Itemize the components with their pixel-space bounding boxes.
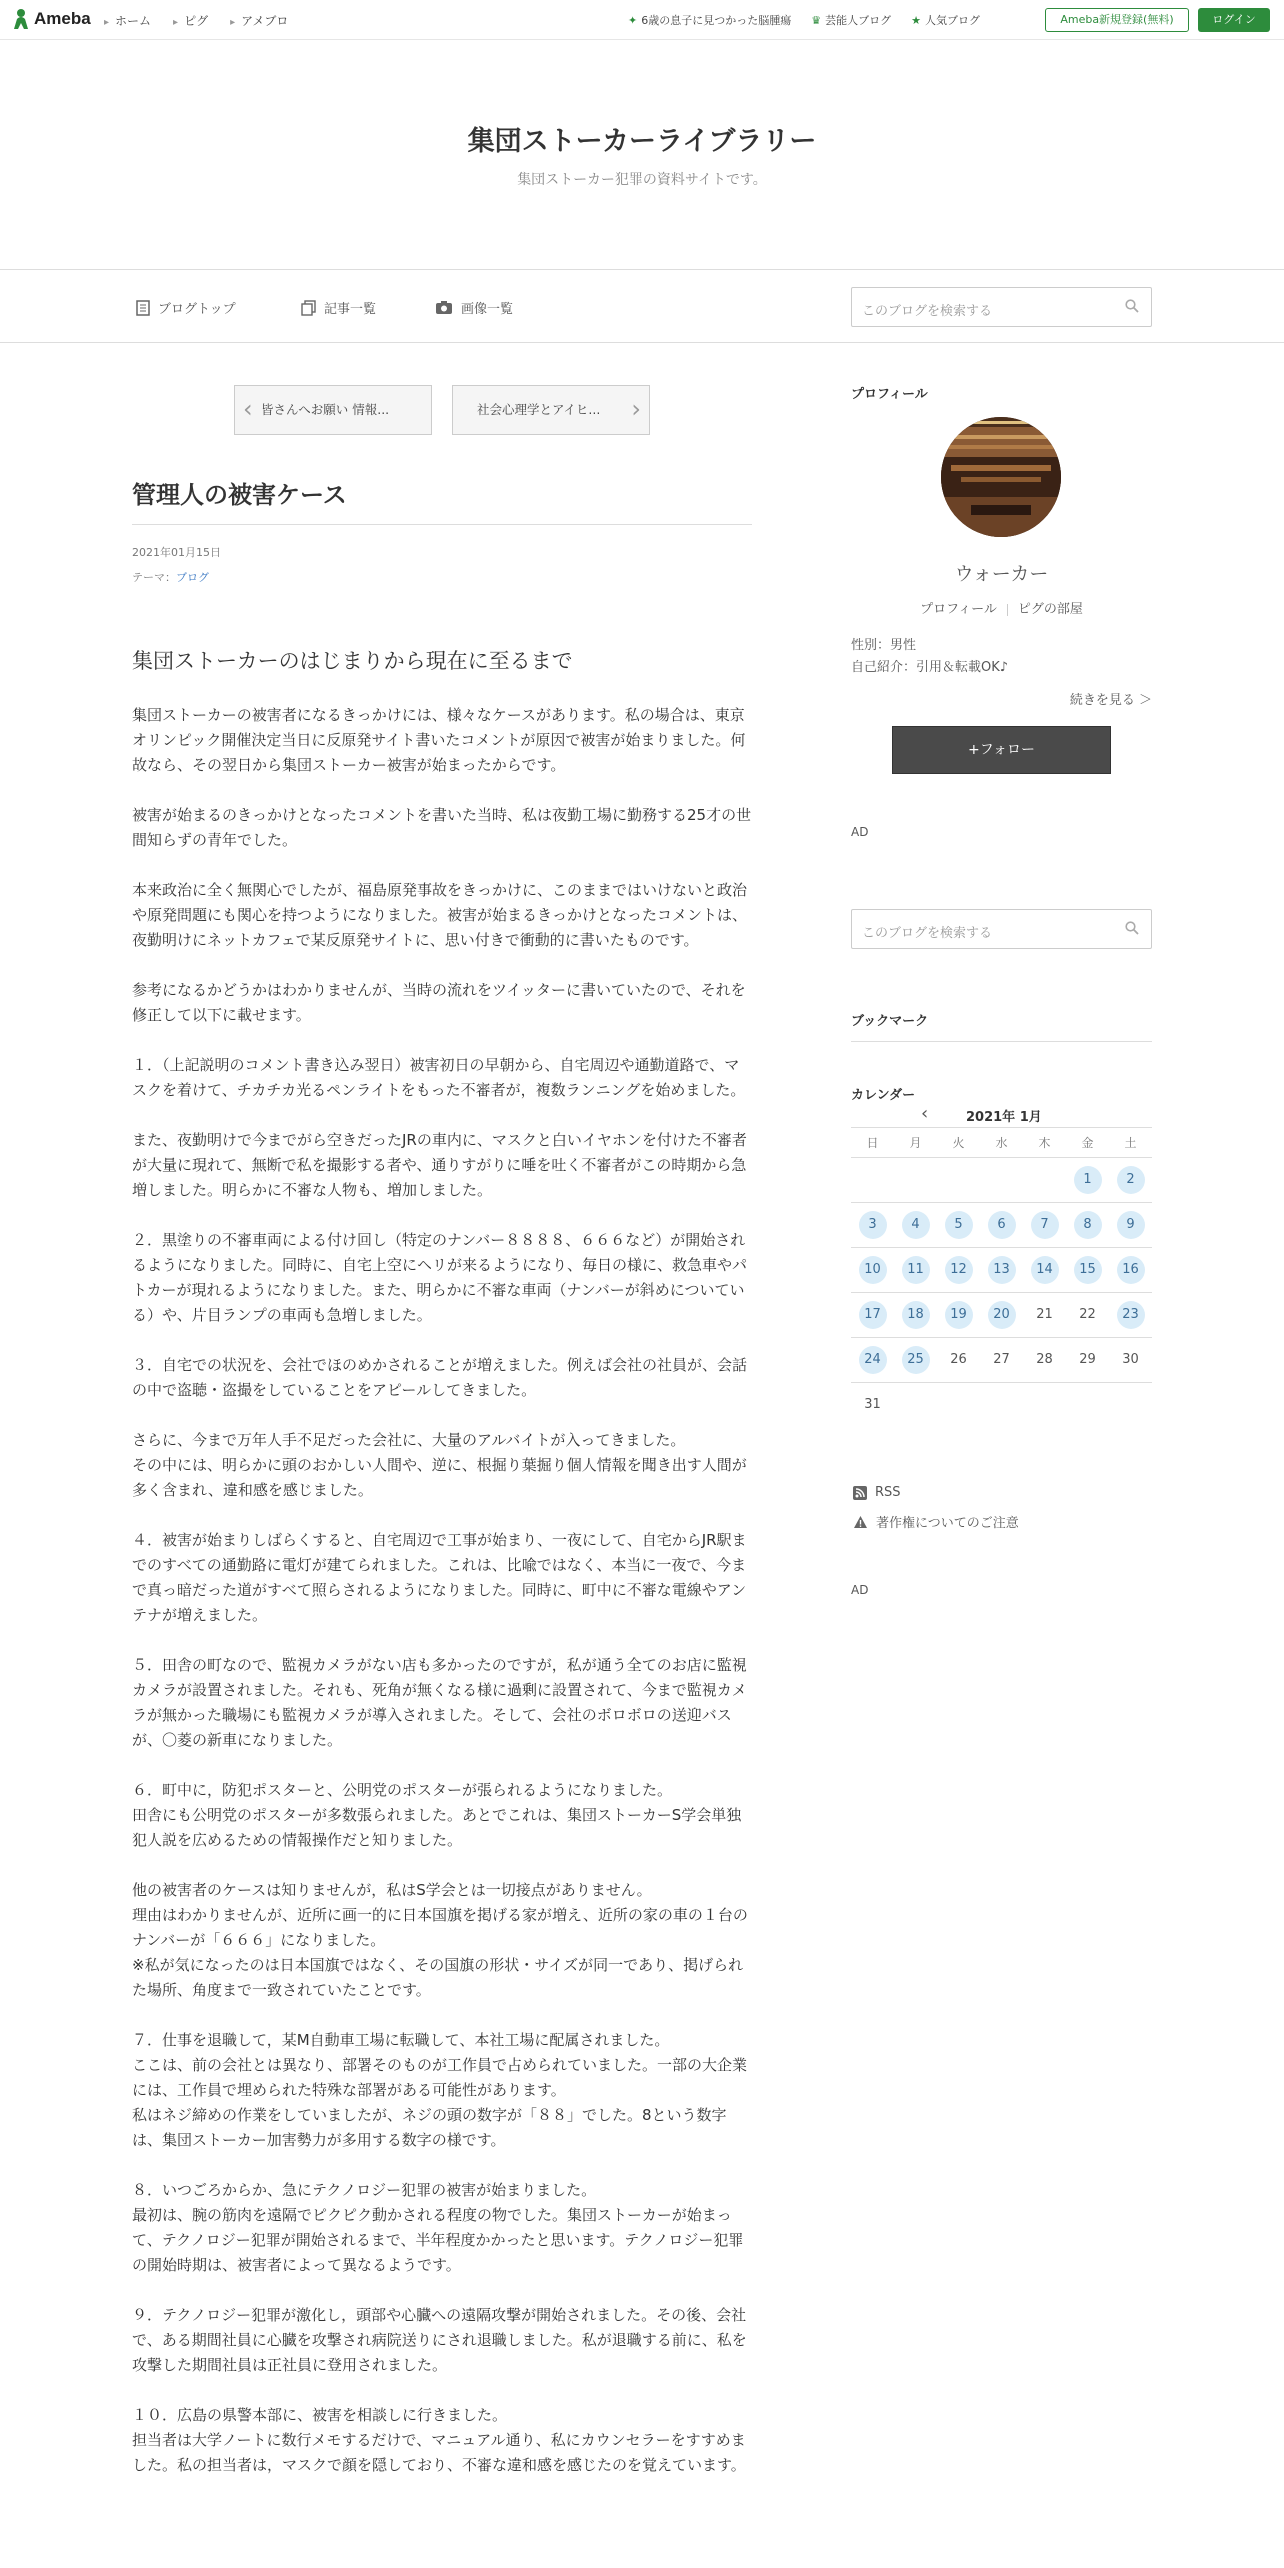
prev-article-button[interactable] — [234, 385, 432, 435]
see-more-link[interactable]: 続きを見る ＞ — [1069, 693, 1152, 708]
entry-paragraph: 被害が始まるのきっかけとなったコメントを書いた当時、私は夜勤工場に勤務する25才の世間知らずの青年でした。 — [132, 806, 752, 849]
calendar-day-empty — [1109, 1383, 1152, 1428]
calendar-day[interactable]: 8 — [1066, 1203, 1109, 1248]
entry-paragraph: ３．自宅での状況を、会社でほのめかされることが増えました。例えば会社の社員が、会話の中で盗聴・盗撮をしていることをアピールしてきました。 — [132, 1356, 748, 1399]
ad-label: AD — [851, 1583, 869, 1597]
entry-paragraph: ７．仕事を退職して，某M自動車工場に転職して、本社工場に配属されました。 ここは、前の会社とは異なり、部署そのものが工作員で占められていました。一部の大企業には、工作員で埋められた特殊な部署がある可能性があります。 私はネジ締めの作業をしていましたが、ネジの頭の数字が「８８」でした。8という数字は、集団ストーカー加害勢力が多用する数字の様です。 — [132, 2031, 748, 2149]
nav-blog-top-label: ブログトップ — [158, 302, 236, 317]
weekday: 日 — [851, 1128, 894, 1158]
calendar-day[interactable]: 19 — [937, 1293, 980, 1338]
register-button[interactable]: Ameba新規登録(無料) — [1045, 8, 1189, 32]
weekday: 金 — [1066, 1128, 1109, 1158]
calendar-day-empty — [980, 1158, 1023, 1203]
calendar-day[interactable]: 1 — [1066, 1158, 1109, 1203]
blog-title[interactable]: 集団ストーカーライブラリー — [467, 126, 817, 157]
calendar-day-empty — [937, 1158, 980, 1203]
entry-paragraph: ９．テクノロジー犯罪が激化し，頭部や心臓への遠隔攻撃が開始されました。その後、会社で、ある期間社員に心臓を攻撃され病院送りにされ退職しました。私が退職する前に、私を攻撃した期間社員は正社員に登用されました。 — [132, 2306, 747, 2374]
calendar-day-empty — [1066, 1383, 1109, 1428]
top-bar — [0, 0, 1284, 40]
weekday: 土 — [1109, 1128, 1152, 1158]
calendar-day-empty — [937, 1383, 980, 1428]
calendar-day[interactable]: 2 — [1109, 1158, 1152, 1203]
calendar-day[interactable]: 10 — [851, 1248, 894, 1293]
calendar-day[interactable]: 11 — [894, 1248, 937, 1293]
weekday: 火 — [937, 1128, 980, 1158]
calendar-day: 31 — [851, 1383, 894, 1428]
entry-body — [132, 703, 752, 2503]
calendar-day-empty — [980, 1383, 1023, 1428]
calendar-day[interactable]: 12 — [937, 1248, 980, 1293]
follow-button[interactable]: +フォロー — [892, 726, 1111, 774]
entry-paragraph: １．（上記説明のコメント書き込み翌日）被害初日の早朝から、自宅周辺や通勤道路で、マスクを着けて、チカチカ光るペンライトをもった不審者が，複数ランニングを始めました。 — [132, 1056, 746, 1099]
calendar-day-empty — [851, 1158, 894, 1203]
nav-image-list-label: 画像一覧 — [461, 302, 514, 317]
calendar-day: 29 — [1066, 1338, 1109, 1383]
calendar-day[interactable]: 18 — [894, 1293, 937, 1338]
sidebar-search-input[interactable] — [851, 909, 1152, 949]
calendar-month: 2021年 1月 — [966, 1110, 1042, 1125]
nav-blog-top[interactable] — [136, 298, 236, 317]
blog-header — [0, 41, 1284, 270]
blog-search-placeholder: このブログを検索する — [862, 304, 993, 319]
blog-search-input[interactable] — [851, 287, 1152, 327]
entry-paragraph: 他の被害者のケースは知りませんが，私はS学会とは一切接点がありません。 理由はわかりませんが、近所に画一的に日本国旗を掲げる家が増え、近所の家の車の１台のナンバーが「６６６」になりました。 ※私が気になったのは日本国旗ではなく、その国旗の形状・サイズが同一であり、掲げられた場所、角度まで一致されていたことです。 — [132, 1881, 748, 1999]
calendar-day[interactable]: 17 — [851, 1293, 894, 1338]
weekday: 水 — [980, 1128, 1023, 1158]
copyright-label: 著作権についてのご注意 — [876, 1516, 1019, 1531]
blog-description: 集団ストーカー犯罪の資料サイトです。 — [517, 172, 767, 188]
calendar-day[interactable]: 13 — [980, 1248, 1023, 1293]
entry-theme — [132, 569, 209, 585]
next-article-button[interactable] — [452, 385, 650, 435]
calendar — [851, 1127, 1152, 1428]
entry-paragraph: 本来政治に全く無関心でしたが、福島原発事故をきっかけに、このままではいけないと政治や原発問題にも関心を持つようになりました。被害が始まるきっかけとなったコメントは、夜勤明けにネットカフェで某反原発サイトに、思い付きで衝動的に書いたものです。 — [132, 881, 748, 949]
weekday: 木 — [1023, 1128, 1066, 1158]
profile-link[interactable]: プロフィール — [920, 602, 997, 617]
calendar-day: 27 — [980, 1338, 1023, 1383]
copy-icon — [301, 300, 316, 316]
rss-link[interactable] — [853, 1485, 901, 1500]
top-link-celebrity[interactable] — [811, 12, 891, 28]
top-nav — [104, 12, 288, 29]
weekday: 月 — [894, 1128, 937, 1158]
profile-info — [851, 635, 1008, 679]
entry-paragraph: 集団ストーカーの被害者になるきっかけには、様々なケースがあります。私の場合は、東京オリンピック開催決定当日に反原発サイト書いたコメントが原因で被害が始まりました。何故なら、その翌日から集団ストーカー被害が始まったからです。 — [132, 706, 746, 774]
nav-image-list[interactable] — [435, 298, 513, 317]
document-icon — [136, 300, 150, 316]
entry-paragraph: ５．田舎の町なので、監視カメラがない店も多かったのですが，私が通う全てのお店に監視カメラが設置されました。それも、死角が無くなる様に過剰に設置されて、今まで監視カメラが無かった職場にも監視カメラが導入されました。そして、会社のボロボロの送迎バスが、〇菱の新車になりました。 — [132, 1656, 747, 1749]
avatar[interactable] — [941, 417, 1061, 537]
rss-label: RSS — [875, 1485, 901, 1500]
calendar-day[interactable]: 5 — [937, 1203, 980, 1248]
entry-title[interactable]: 管理人の被害ケース — [132, 475, 752, 525]
nav-article-list-label: 記事一覧 — [324, 302, 377, 317]
profile-links — [851, 598, 1152, 617]
ad-label: AD — [851, 825, 869, 839]
calendar-day[interactable]: 16 — [1109, 1248, 1152, 1293]
entry-paragraph: ８．いつごろからか、急にテクノロジー犯罪の被害が始まりました。 最初は、腕の筋肉を遠隔でピクピク動かされる程度の物でした。集団ストーカーが始まって、テクノロジー犯罪が開始されるまで、半年程度かかったと思います。テクノロジー犯罪の開始時期は、被害者によって異なるようです。 — [132, 2181, 744, 2274]
top-link-feature-label: 6歳の息子に見つかった脳腫瘍 — [641, 14, 792, 27]
calendar-day: 30 — [1109, 1338, 1152, 1383]
top-nav-ameblo[interactable]: ▸ アメブロ — [230, 12, 288, 29]
rss-icon — [853, 1486, 867, 1500]
top-link-popular-label: 人気ブログ — [924, 14, 980, 27]
profile-name[interactable]: ウォーカー — [954, 563, 1049, 585]
calendar-day[interactable]: 4 — [894, 1203, 937, 1248]
entry-paragraph: １０．広島の県警本部に、被害を相談しに行きました。 担当者は大学ノートに数行メモするだけで、マニュアル通り、私にカウンセラーをすすめました。私の担当者は，マスクで顔を隠しており、不審な違和感を感じたのを覚えています。 — [132, 2406, 746, 2474]
nav-article-list[interactable] — [301, 298, 376, 317]
calendar-day[interactable]: 15 — [1066, 1248, 1109, 1293]
top-link-popular[interactable] — [911, 12, 980, 28]
profile-gender: 性別：男性 — [851, 638, 917, 653]
next-article-label: 社会心理学とアイヒ... — [477, 402, 601, 417]
entry-paragraph: 参考になるかどうかはわかりませんが、当時の流れをツイッターに書いていたので、それを修正して以下に載せます。 — [132, 981, 746, 1024]
entry-theme-prefix: テーマ： — [132, 571, 176, 584]
calendar-weekdays — [851, 1128, 1152, 1158]
entry-theme-link[interactable]: ブログ — [176, 571, 209, 584]
calendar-day[interactable]: 25 — [894, 1338, 937, 1383]
calendar-day-empty — [894, 1383, 937, 1428]
calendar-day-empty — [894, 1158, 937, 1203]
avatar-library-image — [941, 417, 1061, 537]
calendar-day[interactable]: 20 — [980, 1293, 1023, 1338]
entry-paragraph: ２．黒塗りの不審車両による付け回し（特定のナンバー８８８８、６６６など）が開始されるようになりました。同時に、自宅上空にヘリが来るようになり、毎日の様に、救急車やパトカーが現れるようになりました。また、明らかに不審な車両（ナンバーが斜めについている）や、片目ランプの車両も急増しました。 — [132, 1231, 748, 1324]
camera-icon — [435, 300, 453, 315]
sidebar-search-placeholder: このブログを検索する — [862, 926, 993, 941]
entry-paragraph: さらに、今まで万年人手不足だった会社に、大量のアルバイトが入ってきました。 その中には、明らかに頭のおかしい人間や、逆に、根掘り葉掘り個人情報を聞き出す人間が多く含まれ、違和感を感じました。 — [132, 1431, 747, 1499]
calendar-day[interactable]: 9 — [1109, 1203, 1152, 1248]
calendar-day: 21 — [1023, 1293, 1066, 1338]
entry-paragraph: ６．町中に，防犯ポスターと、公明党のポスターが張られるようになりました。 田舎にも公明党のポスターが多数張られました。あとでこれは、集団ストーカーS学会単独犯人説を広めるための情報操作だと知りました。 — [132, 1781, 742, 1849]
prev-article-label: 皆さんへお願い 情報... — [261, 402, 390, 417]
entry-heading: 集団ストーカーのはじまりから現在に至るまで — [132, 649, 573, 673]
calendar-day[interactable]: 6 — [980, 1203, 1023, 1248]
calendar-day[interactable]: 3 — [851, 1203, 894, 1248]
divider — [1007, 604, 1008, 616]
bookmark-heading: ブックマーク — [851, 1010, 1152, 1042]
entry-paragraph: また、夜勤明けで今までがら空きだったJRの車内に、マスクと白いイヤホンを付けた不審者が大量に現れて、無断で私を撮影する者や、通りすがりに唾を吐く不審者がこの時期から急増しました。明らかに不審な人物も、増加しました。 — [132, 1131, 747, 1199]
calendar-day: 28 — [1023, 1338, 1066, 1383]
chevron-left-icon[interactable]: ‹ — [921, 1103, 929, 1124]
warning-icon — [853, 1515, 868, 1529]
entry-date: 2021年01月15日 — [132, 546, 221, 559]
login-button[interactable]: ログイン — [1198, 8, 1270, 32]
ameba-logo-icon — [12, 8, 30, 30]
calendar-day: 22 — [1066, 1293, 1109, 1338]
profile-heading: プロフィール — [851, 387, 928, 402]
chevron-left-icon: ‹ — [243, 395, 253, 423]
calendar-day-empty — [1023, 1158, 1066, 1203]
calendar-day[interactable]: 14 — [1023, 1248, 1066, 1293]
blog-navbar — [0, 271, 1284, 343]
entry-paragraph: ４．被害が始まりしばらくすると、自宅周辺で工事が始まり、一夜にして、自宅からJR駅までのすべての通勤路に電灯が建てられました。これは、比喩ではなく、本当に一夜で、今まで真っ暗だった道がすべて照らされるようになりました。同時に、町中に不審な電線やアンテナが増えました。 — [132, 1531, 747, 1624]
top-nav-home[interactable]: ▸ ホーム — [104, 12, 151, 29]
pig-room-link[interactable]: ピグの部屋 — [1017, 602, 1083, 617]
crown-icon: ♛ — [811, 14, 822, 27]
calendar-heading: カレンダー — [851, 1088, 916, 1103]
calendar-day[interactable]: 24 — [851, 1338, 894, 1383]
star-icon: ★ — [911, 14, 921, 27]
sparkle-icon: ✦ — [628, 14, 638, 27]
calendar-day[interactable]: 23 — [1109, 1293, 1152, 1338]
ameba-logo[interactable] — [12, 8, 91, 30]
calendar-day: 26 — [937, 1338, 980, 1383]
profile-intro: 自己紹介：引用＆転載OK♪ — [851, 660, 1009, 675]
logo-text: Ameba — [34, 9, 91, 28]
top-link-celebrity-label: 芸能人ブログ — [825, 14, 892, 27]
search-icon[interactable] — [1125, 921, 1139, 935]
search-icon[interactable] — [1125, 299, 1139, 313]
top-link-feature[interactable] — [628, 12, 791, 28]
calendar-day[interactable]: 7 — [1023, 1203, 1066, 1248]
top-links — [628, 12, 980, 28]
calendar-day-empty — [1023, 1383, 1066, 1428]
copyright-notice-link[interactable] — [853, 1512, 1019, 1531]
chevron-right-icon: › — [631, 395, 641, 423]
top-nav-pigg[interactable]: ▸ ピグ — [173, 12, 208, 29]
